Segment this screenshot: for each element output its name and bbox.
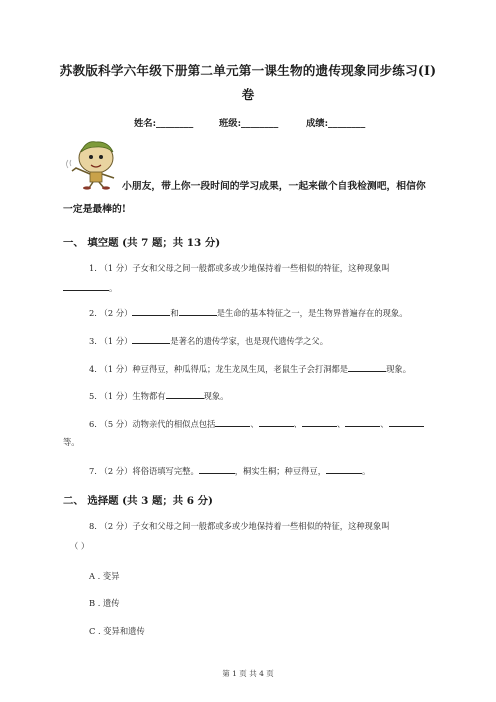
question-2: 2. （2 分） 和 是生命的基本特征之一，是生物界普遍存在的现象。 [89, 308, 408, 318]
answer-blank[interactable] [348, 363, 386, 372]
name-field-label: 姓名:________ [134, 118, 194, 129]
intro-text: 小朋友，带上你一段时间的学习成果，一起来做个自我检测吧，相信你 [122, 181, 426, 192]
answer-blank[interactable] [63, 282, 109, 291]
answer-blank[interactable] [326, 465, 362, 474]
question-1-line2: 。 [63, 282, 117, 294]
answer-blank[interactable] [259, 418, 294, 427]
answer-blank[interactable] [132, 307, 170, 316]
page-footer: 第 1 页 共 4 页 [222, 669, 274, 678]
score-field-label: 成绩:________ [306, 118, 366, 129]
question-6-line2: 等。 [63, 437, 80, 447]
class-field-label: 班级:________ [219, 118, 279, 129]
document-title: 苏教版科学六年级下册第二单元第一课生物的遗传现象同步练习(I) [59, 63, 437, 78]
answer-blank[interactable] [166, 390, 204, 399]
intro-text-line2: 一定是最棒的! [63, 204, 127, 215]
cartoon-mascot-icon [62, 138, 120, 190]
question-3: 3. （1 分） 是著名的遗传学家，也是现代遗传学之父。 [89, 336, 329, 346]
section-heading-multiple-choice: 二、 选择题 (共 3 题；共 6 分) [63, 495, 213, 507]
answer-blank[interactable] [389, 418, 424, 427]
answer-blank[interactable] [132, 335, 170, 344]
document-title-line2: 卷 [241, 87, 255, 102]
option-a[interactable]: A . 变异 [89, 571, 120, 581]
question-5: 5. （1 分）生物都有 现象。 [89, 391, 229, 401]
answer-blank[interactable] [345, 418, 380, 427]
answer-blank[interactable] [199, 465, 235, 474]
question-7: 7. （2 分）将俗语填写完整。 ，桐实生桐；种豆得豆， 。 [89, 466, 371, 476]
answer-blank[interactable] [215, 418, 250, 427]
option-b[interactable]: B . 遗传 [89, 598, 120, 608]
answer-blank[interactable] [179, 307, 217, 316]
question-1: 1. （1 分）子女和父母之间一般都或多或少地保持着一些相似的特征，这种现象叫 [89, 263, 390, 273]
option-c[interactable]: C . 变异和遗传 [89, 626, 145, 636]
question-4: 4. （1 分）种豆得豆，种瓜得瓜；龙生龙凤生凤，老鼠生子会打洞都是 现象。 [89, 364, 411, 374]
question-8: 8. （2 分）子女和父母之间一般都或多或少地保持着一些相似的特征，这种现象叫 [89, 521, 390, 531]
question-6: 6. （5 分）动物亲代的相似点包括 、 、 、 、 [89, 418, 424, 430]
answer-blank[interactable] [302, 418, 337, 427]
question-8-answer-paren[interactable]: （ ） [70, 541, 90, 551]
section-heading-fill-in: 一、 填空题 (共 7 题；共 13 分) [63, 237, 221, 249]
